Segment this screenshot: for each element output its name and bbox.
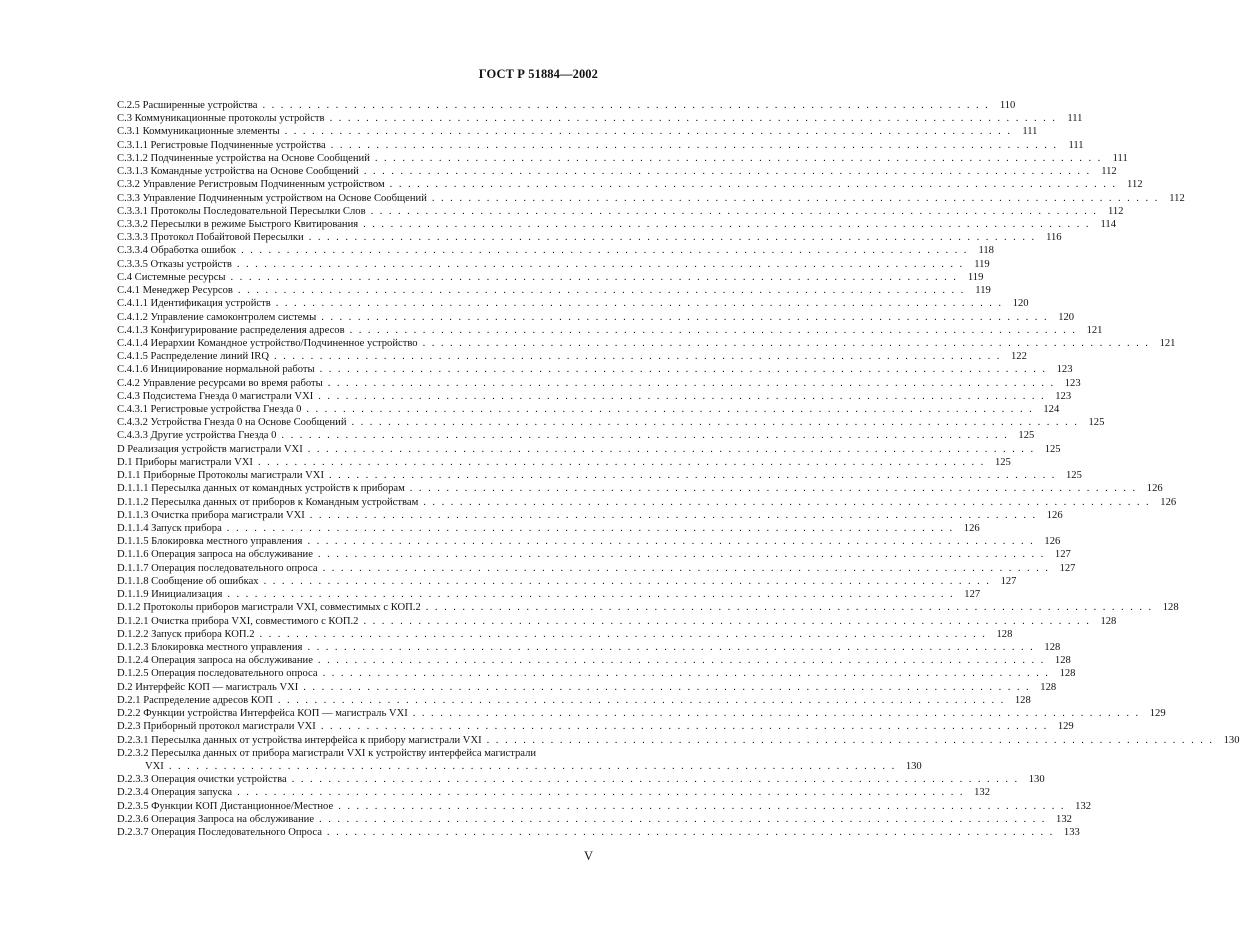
toc-entry-page: 111 bbox=[1068, 139, 1084, 151]
toc-leader-dots: ................................................................................ bbox=[329, 113, 1062, 125]
toc-entry bbox=[117, 641, 1061, 654]
toc-entry-title: С.4.3.1 Регистровые устройства Гнезда 0 bbox=[117, 403, 304, 416]
toc-entry bbox=[117, 615, 1117, 628]
toc-entry-title: D.1.1.3 Очистка прибора магистрали VXI bbox=[117, 509, 308, 522]
toc-entry bbox=[117, 284, 991, 297]
toc-entry bbox=[117, 548, 1071, 561]
toc-entry-title: D.2.2 Функции устройства Интерфейса КОП — магистраль VXI bbox=[117, 707, 411, 720]
toc-entry bbox=[117, 562, 1076, 575]
toc-leader-dots: ................................................................................ bbox=[230, 271, 963, 283]
toc-entry-page: 118 bbox=[978, 245, 994, 257]
toc-entry-page: 112 bbox=[1101, 166, 1117, 178]
toc-entry bbox=[117, 826, 1080, 839]
toc-entry-title: D.1.1.2 Пересылка данных от приборов к Командным устройствам bbox=[117, 496, 421, 509]
toc-leader-dots: ................................................................................ bbox=[374, 152, 1107, 164]
toc-leader-dots: ................................................................................ bbox=[274, 351, 1006, 363]
toc-leader-dots: ................................................................................ bbox=[257, 456, 990, 468]
toc-entry bbox=[117, 456, 1011, 469]
toc-entry-page: 126 bbox=[1160, 496, 1177, 508]
toc-entry-title: D.1.1.4 Запуск прибора bbox=[117, 522, 225, 535]
toc-entry-page: 125 bbox=[1018, 430, 1035, 442]
toc-entry bbox=[117, 231, 1062, 244]
toc-entry-page: 132 bbox=[1056, 813, 1072, 825]
toc-entry-title: С.4.2 Управление ресурсами во время работы bbox=[117, 377, 326, 390]
toc-entry bbox=[117, 601, 1179, 614]
toc-leader-dots: ................................................................................ bbox=[423, 496, 1156, 508]
toc-leader-dots: ................................................................................ bbox=[236, 258, 969, 270]
toc-entry-page: 130 bbox=[1028, 774, 1045, 786]
toc-entry-page: 126 bbox=[1044, 536, 1061, 548]
toc-leader-dots: ................................................................................ bbox=[409, 483, 1142, 495]
toc-entry-title: D.1.1 Приборные Протоколы магистрали VXI bbox=[117, 469, 327, 482]
toc-leader-dots: ................................................................................ bbox=[291, 774, 1024, 786]
toc-entry-page: 122 bbox=[1011, 351, 1027, 363]
toc-leader-dots: ................................................................................ bbox=[241, 245, 973, 257]
toc-entry-title: D.2.3.3 Операция очистки устройства bbox=[117, 773, 290, 786]
toc-leader-dots: ................................................................................ bbox=[237, 787, 969, 799]
toc-entry bbox=[117, 112, 1083, 125]
toc-leader-dots: ................................................................................ bbox=[317, 655, 1050, 667]
toc-leader-dots: ................................................................................ bbox=[309, 509, 1042, 521]
toc-entry-title: С.3.3.4 Обработка ошибок bbox=[117, 244, 239, 257]
toc-entry bbox=[117, 482, 1163, 495]
toc-entry-title-line2: VXI bbox=[145, 760, 164, 772]
toc-entry-page: 112 bbox=[1127, 179, 1143, 191]
toc-entry-wrapped bbox=[117, 747, 922, 773]
toc-entry-title: С.3.1.2 Подчиненные устройства на Основе Сообщений bbox=[117, 152, 373, 165]
toc-entry-page: 111 bbox=[1022, 126, 1038, 138]
toc-leader-dots: ................................................................................ bbox=[486, 734, 1219, 746]
toc-entry-page: 127 bbox=[1000, 575, 1017, 587]
toc-entry-title: С.3.1.3 Командные устройства на Основе Сообщений bbox=[117, 165, 362, 178]
toc-leader-dots: ................................................................................ bbox=[263, 575, 996, 587]
toc-entry-title: D.1.1.6 Операция запроса на обслуживание bbox=[117, 548, 316, 561]
toc-entry-title: С.4.3.2 Устройства Гнезда 0 на Основе Сообщений bbox=[117, 416, 350, 429]
toc-entry-title: D.2 Интерфейс КОП — магистраль VXI bbox=[117, 681, 301, 694]
toc-leader-dots: ................................................................................ bbox=[281, 430, 1014, 442]
toc-entry-page: 116 bbox=[1046, 232, 1062, 244]
toc-entry bbox=[117, 178, 1143, 191]
toc-entry-title: С.3.3 Управление Подчиненным устройством на Основе Сообщений bbox=[117, 192, 430, 205]
toc-entry-page: 123 bbox=[1055, 390, 1072, 402]
toc-leader-dots: ................................................................................ bbox=[326, 827, 1059, 839]
toc-entry-page: 125 bbox=[1065, 470, 1082, 482]
toc-entry bbox=[117, 363, 1073, 376]
toc-leader-dots: ................................................................................ bbox=[422, 337, 1155, 349]
toc-leader-dots: ................................................................................ bbox=[363, 615, 1096, 627]
toc-entry-title: D.1.1.1 Пересылка данных от командных устройств к приборам bbox=[117, 482, 408, 495]
toc-entry bbox=[117, 813, 1072, 826]
toc-entry-page: 123 bbox=[1056, 364, 1073, 376]
toc-entry-page: 128 bbox=[1100, 615, 1117, 627]
toc-entry-page: 120 bbox=[1012, 298, 1029, 310]
toc-entry-page: 124 bbox=[1043, 404, 1060, 416]
toc-entry-page: 130 bbox=[905, 760, 922, 772]
toc-leader-dots: ................................................................................ bbox=[321, 311, 1054, 323]
toc-entry-page: 127 bbox=[964, 589, 981, 601]
toc-entry-page: 119 bbox=[975, 285, 991, 297]
toc-entry-page: 125 bbox=[1044, 443, 1061, 455]
toc-entry-title: С.4.1.2 Управление самоконтролем системы bbox=[117, 311, 319, 324]
toc-entry-page: 120 bbox=[1058, 311, 1075, 323]
toc-leader-dots: ................................................................................ bbox=[322, 668, 1055, 680]
toc-entry-title: С.4.1 Менеджер Ресурсов bbox=[117, 284, 236, 297]
toc-entry bbox=[117, 707, 1166, 720]
toc-entry-title: D.1.2.2 Запуск прибора КОП.2 bbox=[117, 628, 258, 641]
toc-leader-dots: ................................................................................ bbox=[431, 192, 1164, 204]
toc-entry bbox=[117, 628, 1013, 641]
toc-entry-title: D.2.3.6 Операция Запроса на обслуживание bbox=[117, 813, 317, 826]
toc-entry bbox=[117, 535, 1061, 548]
toc-entry bbox=[117, 734, 1240, 747]
toc-leader-dots: ................................................................................ bbox=[237, 285, 970, 297]
toc-entry bbox=[117, 800, 1092, 813]
toc-leader-dots: ................................................................................ bbox=[306, 404, 1039, 416]
toc-entry-title: С.4.1.4 Иерархии Командное устройство/Подчиненное устройство bbox=[117, 337, 421, 350]
document-header: ГОСТ Р 51884—2002 bbox=[478, 67, 598, 81]
toc-entry-title: D.1.2.4 Операция запроса на обслуживание bbox=[117, 654, 316, 667]
toc-entry-page: 126 bbox=[1046, 509, 1063, 521]
toc-entry bbox=[117, 522, 980, 535]
toc-entry-title: С.3.3.5 Отказы устройств bbox=[117, 258, 235, 271]
toc-entry bbox=[117, 152, 1128, 165]
toc-leader-dots: ................................................................................ bbox=[277, 694, 1010, 706]
toc-leader-dots: ................................................................................ bbox=[363, 218, 1095, 230]
toc-entry-title: С.4.1.6 Инициирование нормальной работы bbox=[117, 363, 318, 376]
toc-entry-page: 128 bbox=[1162, 602, 1179, 614]
toc-entry-page: 128 bbox=[1014, 694, 1031, 706]
toc-entry-title: D.1.1.5 Блокировка местного управления bbox=[117, 535, 305, 548]
toc-entry bbox=[117, 192, 1185, 205]
toc-entry bbox=[117, 139, 1084, 152]
toc-entry bbox=[117, 667, 1076, 680]
toc-entry-title: D.2.3 Приборный протокол магистрали VXI bbox=[117, 720, 319, 733]
toc-entry-page: 126 bbox=[963, 523, 980, 534]
toc-entry-title: D.1.1.7 Операция последовательного опроса bbox=[117, 562, 321, 575]
toc-leader-dots: ................................................................................ bbox=[338, 800, 1071, 812]
toc-entry-title: С.4 Системные ресурсы bbox=[117, 271, 229, 284]
toc-entry-title: D.2.3.4 Операция запуска bbox=[117, 786, 235, 799]
toc-entry bbox=[117, 218, 1116, 231]
toc-entry bbox=[117, 350, 1027, 363]
toc-entry-title: D.1.2.3 Блокировка местного управления bbox=[117, 641, 305, 654]
toc-leader-dots: ................................................................................ bbox=[322, 562, 1055, 574]
toc-entry-title: С.3.3.3 Протокол Побайтовой Пересылки bbox=[117, 231, 307, 244]
toc-leader-dots: ................................................................................ bbox=[226, 523, 959, 534]
toc-entry-page: 128 bbox=[1040, 681, 1057, 693]
toc-entry-page: 112 bbox=[1107, 205, 1124, 217]
page-number: V bbox=[583, 849, 593, 863]
toc-entry-title: D.1 Приборы магистрали VXI bbox=[117, 456, 256, 469]
toc-entry-title: С.3.1 Коммуникационные элементы bbox=[117, 125, 283, 138]
toc-entry bbox=[117, 99, 1016, 112]
toc-leader-dots: ................................................................................ bbox=[370, 205, 1103, 217]
toc-leader-dots: ................................................................................ bbox=[318, 390, 1051, 402]
toc-entry-page: 129 bbox=[1149, 708, 1166, 720]
toc-entry-page: 119 bbox=[974, 258, 990, 270]
toc-leader-dots: ................................................................................ bbox=[227, 589, 960, 601]
toc-entry-title: D.1.2.1 Очистка прибора VXI, совместимого с КОП.2 bbox=[117, 615, 361, 628]
toc-entry-page: 127 bbox=[1054, 549, 1071, 561]
toc-entry-title: С.3.3.2 Пересылки в режиме Быстрого Квитирования bbox=[117, 218, 361, 231]
toc-entry-title: D Реализация устройств магистрали VXI bbox=[117, 443, 306, 456]
toc-entry bbox=[117, 165, 1117, 178]
toc-entry bbox=[117, 496, 1177, 509]
toc-entry bbox=[117, 469, 1082, 482]
toc-leader-dots: ................................................................................ bbox=[307, 536, 1040, 548]
toc-list bbox=[117, 99, 1240, 747]
toc-entry bbox=[117, 125, 1038, 138]
toc-entry-page: 128 bbox=[996, 628, 1013, 640]
toc-leader-dots: ................................................................................ bbox=[425, 602, 1158, 614]
toc-entry-title: D.1.1.8 Сообщение об ошибках bbox=[117, 575, 262, 588]
toc-entry-page: 114 bbox=[1100, 218, 1116, 230]
toc-entry bbox=[117, 377, 1081, 390]
toc-entry bbox=[117, 244, 994, 257]
toc-entry-page: 125 bbox=[1088, 417, 1105, 429]
toc-entry-title: С.3.3.1 Протоколы Последовательной Пересылки Слов bbox=[117, 205, 369, 218]
toc-entry-title: D.2.3.7 Операция Последовательного Опроса bbox=[117, 826, 325, 839]
toc-entry bbox=[117, 403, 1060, 416]
toc-entry-page: 132 bbox=[1075, 800, 1092, 812]
toc-entry-title: С.2.5 Расширенные устройства bbox=[117, 99, 260, 112]
toc-entry-title-line1: D.2.3.2 Пересылка данных от прибора магистрали VXI к устройству интерфейса магистрали bbox=[117, 747, 537, 759]
toc-entry bbox=[117, 720, 1074, 733]
toc-list-tail bbox=[117, 773, 1092, 839]
toc-entry bbox=[117, 337, 1176, 350]
toc-entry bbox=[117, 681, 1057, 694]
toc-entry bbox=[117, 509, 1063, 522]
toc-entry bbox=[117, 297, 1029, 310]
toc-entry-title: D.1.1.9 Инициализация bbox=[117, 588, 225, 601]
toc-entry-page: 125 bbox=[994, 456, 1011, 468]
toc-leader-dots: ................................................................................ bbox=[275, 298, 1008, 310]
toc-entry bbox=[117, 588, 981, 601]
toc-entry bbox=[117, 258, 990, 271]
toc-entry-title: D.2.3.5 Функции КОП Дистанционное/Местное bbox=[117, 800, 336, 813]
toc-leader-dots: ................................................................................ bbox=[319, 364, 1052, 376]
toc-leader-dots: ................................................................................ bbox=[330, 139, 1063, 151]
toc-entry bbox=[117, 271, 984, 284]
toc-entry-page: 128 bbox=[1054, 655, 1071, 667]
toc-entry bbox=[117, 205, 1124, 218]
toc-entry-page: 121 bbox=[1159, 337, 1176, 349]
toc-entry bbox=[117, 429, 1035, 442]
toc-entry bbox=[117, 443, 1061, 456]
toc-entry bbox=[117, 311, 1075, 324]
toc-entry bbox=[117, 786, 990, 799]
toc-entry-page: 132 bbox=[974, 787, 990, 799]
toc-entry-title: С.4.1.1 Идентификация устройств bbox=[117, 297, 274, 310]
toc-leader-dots: ................................................................................ bbox=[307, 443, 1040, 455]
toc-entry-page: 123 bbox=[1064, 377, 1081, 389]
toc-leader-dots: ................................................................................ bbox=[259, 628, 992, 640]
table-of-contents bbox=[117, 99, 1240, 839]
toc-entry-page: 111 bbox=[1067, 113, 1083, 125]
toc-entry-page: 129 bbox=[1057, 721, 1074, 733]
toc-leader-dots: ................................................................................ bbox=[303, 681, 1036, 693]
toc-entry bbox=[117, 390, 1072, 403]
toc-entry-title: С.3.2 Управление Регистровым Подчиненным устройством bbox=[117, 178, 388, 191]
toc-leader-dots: ................................................................................ bbox=[327, 377, 1060, 389]
toc-entry-page: 111 bbox=[1112, 152, 1128, 164]
toc-entry-title: С.4.1.3 Конфигурирование распределения адресов bbox=[117, 324, 348, 337]
toc-entry-title: D.2.3.1 Пересылка данных от устройства интерфейса к прибору магистрали VXI bbox=[117, 734, 485, 747]
toc-entry-title: С.4.3.3 Другие устройства Гнезда 0 bbox=[117, 429, 279, 442]
toc-entry-page: 110 bbox=[999, 100, 1016, 111]
toc-entry-title: С.4.1.5 Распределение линий IRQ bbox=[117, 350, 272, 363]
toc-entry bbox=[117, 654, 1071, 667]
toc-leader-dots: ................................................................................ bbox=[307, 641, 1040, 653]
toc-entry-page: 126 bbox=[1146, 483, 1163, 495]
toc-entry-title: С.3.1.1 Регистровые Подчиненные устройства bbox=[117, 139, 329, 152]
toc-entry-page: 127 bbox=[1059, 562, 1076, 574]
toc-leader-dots: ................................................................................ bbox=[351, 417, 1084, 429]
toc-leader-dots: ................................................................................ bbox=[389, 179, 1122, 191]
toc-leader-dots: ................................................................................ bbox=[412, 708, 1145, 720]
toc-entry-page: 119 bbox=[967, 271, 984, 283]
toc-entry-page: 112 bbox=[1169, 192, 1185, 204]
toc-entry-title: D.1.2.5 Операция последовательного опроса bbox=[117, 667, 321, 680]
toc-entry-page: 130 bbox=[1223, 734, 1240, 746]
toc-entry-title: D.1.2 Протоколы приборов магистрали VXI, совместимых с КОП.2 bbox=[117, 601, 424, 614]
toc-leader-dots: ................................................................................ bbox=[317, 549, 1050, 561]
toc-entry bbox=[117, 694, 1031, 707]
toc-entry-title: С.3 Коммуникационные протоколы устройств bbox=[117, 112, 328, 125]
toc-entry bbox=[117, 575, 1017, 588]
toc-leader-dots: ................................................................................ bbox=[168, 760, 901, 772]
toc-leader-dots: ................................................................................ bbox=[320, 721, 1053, 733]
toc-entry bbox=[117, 416, 1105, 429]
toc-leader-dots: ................................................................................ bbox=[284, 126, 1017, 138]
toc-leader-dots: ................................................................................ bbox=[328, 470, 1061, 482]
toc-entry-page: 128 bbox=[1059, 668, 1076, 680]
toc-leader-dots: ................................................................................ bbox=[262, 100, 995, 111]
toc-entry-title: D.2.1 Распределение адресов КОП bbox=[117, 694, 276, 707]
toc-entry-page: 133 bbox=[1063, 827, 1080, 839]
toc-entry bbox=[117, 324, 1103, 337]
toc-entry bbox=[117, 773, 1045, 786]
toc-entry-title: С.4.3 Подсистема Гнезда 0 магистрали VXI bbox=[117, 390, 316, 403]
toc-leader-dots: ................................................................................ bbox=[349, 324, 1082, 336]
toc-entry-page: 128 bbox=[1044, 641, 1061, 653]
toc-entry-page: 121 bbox=[1086, 324, 1103, 336]
toc-leader-dots: ................................................................................ bbox=[363, 166, 1096, 178]
toc-leader-dots: ................................................................................ bbox=[319, 813, 1051, 825]
toc-leader-dots: ................................................................................ bbox=[308, 232, 1041, 244]
